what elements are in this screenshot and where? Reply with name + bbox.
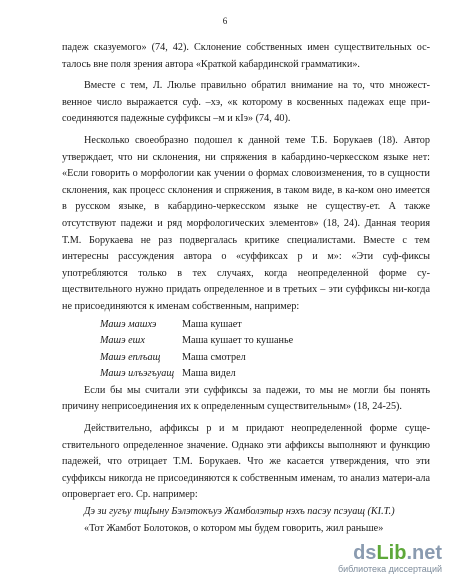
paragraph-3: Несколько своеобразно подошел к данной теме Т.Б. Борукаев (18). Автор утверждает, что ни склонения, ни спряжения в кабардино-черкесском языке нет: «Если говорить о морфологии как учении о формах словоизменения, то в сущности склонения, как процесс склонения и спряжения, в таком виде, в ка-ком оно имеется в русском языке, в кабардино-черкесском языке не существу-ет. А также отсутствуют падежи и ряд морфологических элементов» (18, 24). Данная теория Т.М. Борукаева не раз подвергалась критике специалистами. Вместе с тем интересны рассуждения автора о «суффиксах р и м»: «Эти суф-фиксы употребляются только в тех случаях, когда неопределенной форме су-ществительного нужно придать определенное и в третьих – эти суффиксы ни-когда не присоединяются к именам собственным, например: [62, 134, 430, 312]
watermark [338, 543, 442, 574]
paragraph-4: Если бы мы считали эти суффиксы за падежи, то мы не могли бы понять причину неприсоединения их к определенным существительным» (18, 24-25). [62, 384, 430, 413]
document-body [62, 40, 430, 537]
example-kabardian: Машэ ешх [100, 335, 145, 347]
example-row [100, 317, 293, 334]
page-number: 6 [222, 16, 228, 26]
example-kabardian: Машэ машхэ [100, 318, 157, 330]
paragraph-2: Вместе с тем, Л. Люлье правильно обратил внимание на то, что множест-венное число выражается суф. –хэ, «к которому в косвенных падежах еще при-соединяются падежные суффиксы –м и кIэ» (74, 40). [62, 80, 430, 125]
example-kabardian: Машэ илъэгъуащ [100, 368, 175, 380]
examples-table [100, 317, 293, 383]
example-row [100, 333, 293, 350]
example-russian: Маша кушает то кушанье [182, 335, 294, 347]
example-russian: Маша кушает [182, 318, 242, 330]
example-kabardian: Машэ еплъащ [100, 351, 161, 363]
watermark-subtitle: библиотека диссертаций [337, 564, 442, 574]
paragraph-1: падеж сказуемого» (74, 42). Склонение собственных имен существительных ос-талось вне поля зрения автора «Краткой кабардинской грамматики». [62, 42, 430, 70]
example-row [100, 350, 293, 367]
example-russian: Маша смотрел [182, 351, 246, 363]
example-russian: Маша видел [182, 368, 236, 380]
logo-tld: .net [406, 542, 442, 564]
paragraph-5: Действительно, аффиксы р и м придают неопределенной форме суще-ствительного определенное значение. Однако эти аффиксы выполняют и функцию падежей, что отрицает Т.М. Борукаев. Что же касается утверждения, что эти суффиксы никогда не присоединяются к собственным именам, то анализ матери-ала опровергает его. Ср. например: [62, 423, 430, 501]
quote-russian: «Тот Жамбот Болотоков, о котором мы будем говорить, жил раньше» [84, 522, 384, 534]
quote-kabardian: Дэ зи гугъу тщIыну Бэлэтокъуэ Жамболэтыр нэхъ пасэу псэуащ (КI.Т.) [84, 506, 395, 518]
example-row [100, 366, 293, 383]
logo-main: ds [353, 542, 377, 564]
logo-lib: Lib [376, 542, 407, 564]
watermark-logo [353, 543, 442, 563]
